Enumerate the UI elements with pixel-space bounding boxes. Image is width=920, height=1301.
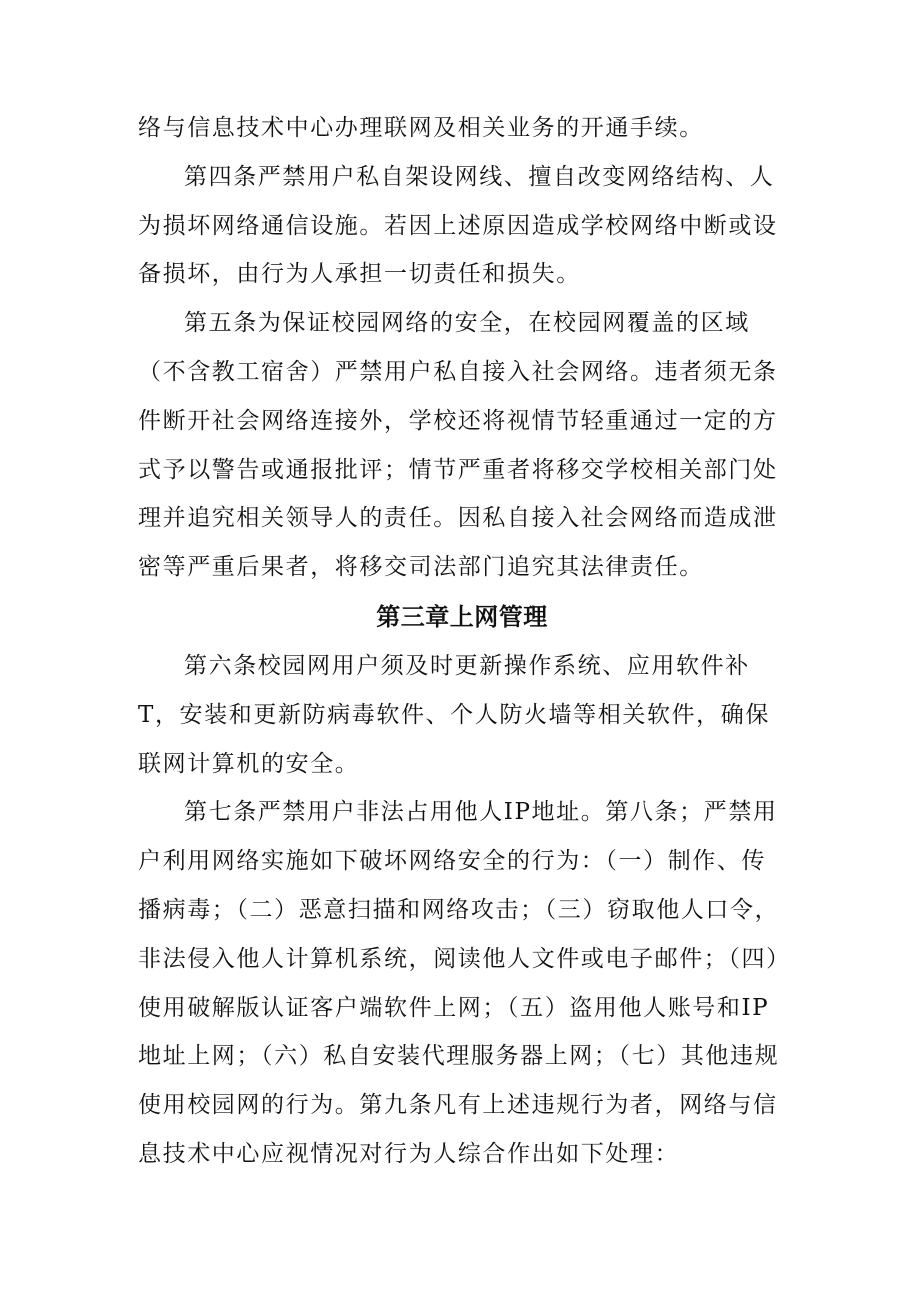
article-7-9-paragraph: 第七条严禁用户非法占用他人IP地址。第八条；严禁用户利用网络实施如下破坏网络安全的行为：（一）制作、传播病毒；（二）恶意扫描和网络攻击；（三）窃取他人口令，非法侵入他人计算机系统，阅读他人文件或电子邮件；（四）使用破解版认证客户端软件上网；（五）盗用他人账号和IP地址上网；（六）私自安装代理服务器上网；（七）其他违规使用校园网的行为。第九条凡有上述违规行为者，网络与信息技术中心应视情况对行为人综合作出如下处理： bbox=[138, 799, 780, 1167]
chapter-heading: 第三章上网管理 bbox=[376, 602, 548, 631]
document-body bbox=[138, 104, 786, 1179]
article-5-paragraph: 第五条为保证校园网络的安全，在校园网覆盖的区域（不含教工宿舍）严禁用户私自接入社会网络。违者须无条件断开社会网络连接外，学校还将视情节轻重通过一定的方式予以警告或通报批评；情节严重者将移交学校相关部门处理并追究相关领导人的责任。因私自接入社会网络而造成泄密等严重后果者，将移交司法部门追究其法律责任。 bbox=[138, 310, 778, 581]
continuation-paragraph: 络与信息技术中心办理联网及相关业务的开通手续。 bbox=[138, 115, 704, 141]
article-4-paragraph: 第四条严禁用户私自架设网线、擅自改变网络结构、人为损坏网络通信设施。若因上述原因造成学校网络中断或设备损坏，由行为人承担一切责任和损失。 bbox=[138, 163, 778, 288]
article-6-paragraph: 第六条校园网用户须及时更新操作系统、应用软件补T，安装和更新防病毒软件、个人防火墙等相关软件，确保联网计算机的安全。 bbox=[138, 652, 770, 777]
